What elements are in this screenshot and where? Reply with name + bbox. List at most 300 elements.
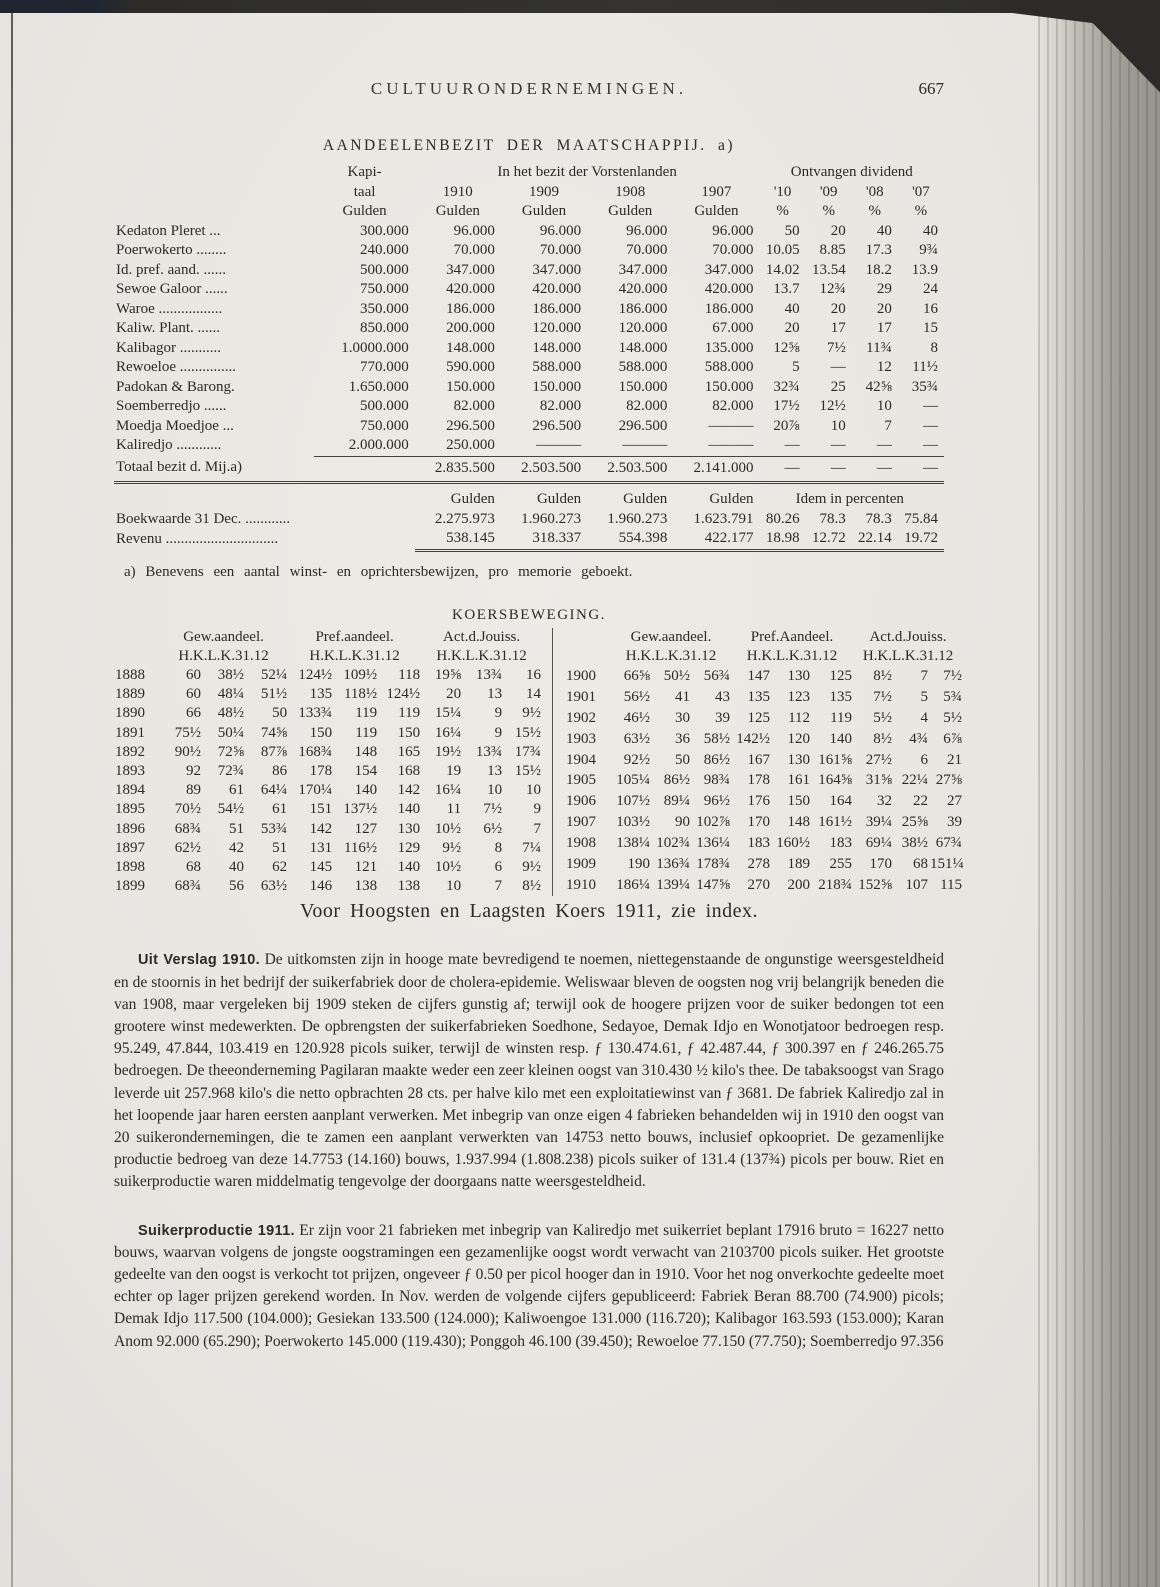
value-cell: 39¼ xyxy=(865,814,893,831)
value-cell: 168 xyxy=(397,762,421,779)
value-cell: 56½ xyxy=(623,688,650,705)
koers-row xyxy=(114,839,542,858)
value-cell: 90 xyxy=(675,814,690,831)
value-cell: 200 xyxy=(787,877,811,894)
value-cell: 161½ xyxy=(818,814,853,831)
value-cell: 500.000 xyxy=(359,261,409,278)
value-cell: 21 xyxy=(947,751,963,768)
value-cell: 62½ xyxy=(174,839,202,856)
value-cell: 8½ xyxy=(522,878,541,895)
value-cell: 40 xyxy=(784,300,800,317)
year-cell: 1897 xyxy=(115,839,145,856)
paragraph-suikerproductie-1911 xyxy=(114,1220,944,1353)
value-cell: 90½ xyxy=(174,743,202,760)
year-cell: 1909 xyxy=(566,856,596,873)
scan-top-edge xyxy=(0,0,1160,13)
value-cell: 137½ xyxy=(343,801,378,818)
row-label: Boekwaarde 31 Dec. ............ xyxy=(116,510,291,527)
value-cell: 588.000 xyxy=(532,359,582,375)
value-cell: 48½ xyxy=(217,705,245,722)
value-cell: 15 xyxy=(923,320,938,336)
value-cell: ——— xyxy=(622,437,668,453)
year-cell: 1906 xyxy=(566,793,596,810)
value-cell: 170 xyxy=(869,856,893,873)
koers-tables xyxy=(114,628,964,897)
year-cell: 1891 xyxy=(115,724,145,741)
value-cell: 13.7 xyxy=(773,281,800,297)
value-cell: 68 xyxy=(186,858,202,875)
value-cell: 130 xyxy=(787,667,811,684)
value-cell: 347.000 xyxy=(446,261,495,278)
col-year: 1910 xyxy=(442,183,473,200)
value-cell: 78.3 xyxy=(865,510,892,527)
value-cell: 50½ xyxy=(663,667,690,684)
value-cell: 89¼ xyxy=(663,793,690,810)
value-cell: 70.000 xyxy=(453,242,495,258)
subhead-hklk: H.K.L.K.31.12 xyxy=(309,647,400,664)
value-cell: 75.84 xyxy=(904,510,938,527)
value-cell: 150 xyxy=(309,724,333,741)
unit-gulden: Gulden xyxy=(536,491,582,507)
koers-row xyxy=(114,820,542,839)
value-cell: 7 xyxy=(920,667,929,684)
value-cell: 82.000 xyxy=(539,398,582,414)
year-cell: 1895 xyxy=(115,801,145,818)
value-cell: 12¾ xyxy=(819,281,846,297)
value-cell: 347.000 xyxy=(532,261,582,278)
unit-gulden: Gulden xyxy=(709,491,754,507)
value-cell: 118½ xyxy=(343,686,378,703)
value-cell: 118 xyxy=(398,666,421,683)
value-cell: 7½ xyxy=(943,667,963,684)
paragraph-lead: Suikerproductie 1911. xyxy=(138,1222,295,1239)
value-cell: 20⅞ xyxy=(773,417,800,434)
koers-left-body xyxy=(114,666,542,896)
col-year: 1908 xyxy=(615,183,646,200)
value-cell: — xyxy=(806,456,852,483)
group-pref: Pref.aandeel. xyxy=(315,628,394,645)
value-cell: 70.000 xyxy=(712,242,754,258)
book-page-edges xyxy=(1038,0,1160,1587)
value-cell: 750.000 xyxy=(359,281,409,297)
paragraph-verslag-1910 xyxy=(114,949,944,1193)
value-cell: 170¼ xyxy=(298,782,333,799)
value-cell: 13 xyxy=(487,686,503,703)
value-cell: 10 xyxy=(526,782,541,799)
value-cell: 9¾ xyxy=(919,242,938,258)
value-cell: 64¼ xyxy=(260,782,288,799)
value-cell: 127 xyxy=(354,820,378,837)
subhead-hklk: H.K.L.K.31.12 xyxy=(436,647,527,664)
value-cell: 2.275.973 xyxy=(434,510,495,527)
value-cell: — xyxy=(760,456,806,483)
value-cell: 138 xyxy=(397,878,421,895)
share-row xyxy=(114,241,944,261)
koers-row xyxy=(114,877,542,896)
row-label: Rewoeloe ............... xyxy=(116,359,236,375)
koers-row xyxy=(114,781,542,800)
col-div-year: '08 xyxy=(865,183,884,200)
value-cell: 60 xyxy=(186,666,202,683)
value-cell: 11 xyxy=(446,801,462,818)
share-row xyxy=(114,436,944,456)
value-cell: 590.000 xyxy=(446,359,495,375)
value-cell: 151 xyxy=(309,801,333,818)
value-cell: 96.000 xyxy=(712,222,754,239)
value-cell: 133¾ xyxy=(298,705,333,722)
value-cell: 52¼ xyxy=(260,666,288,683)
value-cell: 8.85 xyxy=(819,242,846,258)
value-cell: 240.000 xyxy=(359,242,409,258)
value-cell: 17 xyxy=(830,320,846,336)
koers-row xyxy=(565,750,963,771)
koers-row xyxy=(565,854,963,875)
subhead-hklk: H.K.L.K.31.12 xyxy=(178,647,269,664)
value-cell: 17.3 xyxy=(865,242,892,258)
value-cell: 186.000 xyxy=(618,300,668,317)
value-cell: 125 xyxy=(829,667,853,684)
value-cell: 40 xyxy=(923,222,938,239)
value-cell: 13¾ xyxy=(475,666,503,683)
value-cell: 50 xyxy=(272,705,288,722)
value-cell: 38½ xyxy=(901,835,929,852)
value-cell: 9½ xyxy=(522,705,541,722)
running-title: CULTUURONDERNEMINGEN. xyxy=(370,79,688,98)
value-cell: 13 xyxy=(487,762,503,779)
year-cell: 1904 xyxy=(566,751,596,768)
koers-row xyxy=(114,685,542,704)
value-cell: 136¾ xyxy=(656,856,690,873)
value-cell: 150.000 xyxy=(618,378,668,395)
value-cell: 145 xyxy=(309,858,333,875)
value-cell: 770.000 xyxy=(359,359,409,375)
value-cell: 6 xyxy=(494,858,503,875)
value-cell: 8 xyxy=(494,839,503,856)
value-cell: 420.000 xyxy=(532,281,582,297)
value-cell: 4¾ xyxy=(909,730,929,747)
unit-gulden: Gulden xyxy=(521,203,567,219)
value-cell: 140 xyxy=(354,782,378,799)
value-cell: 22.14 xyxy=(852,529,898,550)
value-cell: 148 xyxy=(354,743,378,760)
value-cell: 142½ xyxy=(736,730,771,747)
value-cell: 6⅞ xyxy=(943,730,963,747)
value-cell: 68 xyxy=(913,856,929,873)
share-row xyxy=(114,397,944,417)
value-cell: 20 xyxy=(446,686,462,703)
value-cell: 136¼ xyxy=(696,835,731,852)
value-cell: 120.000 xyxy=(618,320,668,336)
value-cell: 5¾ xyxy=(943,688,963,705)
value-cell: 178 xyxy=(747,772,771,789)
value-cell: 87⅞ xyxy=(260,743,288,760)
value-cell: 66⅝ xyxy=(623,667,650,684)
value-cell: 318.337 xyxy=(501,529,587,550)
value-cell: 200.000 xyxy=(446,320,495,336)
value-cell: 2.503.500 xyxy=(501,456,587,483)
value-cell: 150.000 xyxy=(532,378,582,395)
value-cell: 124½ xyxy=(386,686,421,703)
value-cell: 300.000 xyxy=(359,222,409,239)
value-cell: 850.000 xyxy=(359,320,409,336)
value-cell: 31⅝ xyxy=(865,772,893,789)
value-cell: 82.000 xyxy=(626,398,668,414)
value-cell: 135 xyxy=(829,688,853,705)
value-cell: — xyxy=(898,456,944,483)
value-cell: 140 xyxy=(829,730,853,747)
value-cell: 422.177 xyxy=(673,529,759,550)
year-cell: 1905 xyxy=(566,772,596,789)
value-cell: 13¾ xyxy=(475,743,503,760)
koers-row xyxy=(565,708,963,729)
value-cell: 70.000 xyxy=(626,242,668,258)
value-cell: 53¾ xyxy=(260,820,288,837)
koers-row xyxy=(114,762,542,781)
value-cell: 2.141.000 xyxy=(673,456,759,483)
value-cell: 4 xyxy=(920,709,929,726)
value-cell: 40 xyxy=(229,858,245,875)
row-label: Poerwokerto ........ xyxy=(116,242,227,258)
value-cell: 588.000 xyxy=(618,359,668,375)
page-number: 667 xyxy=(918,79,944,98)
value-cell: 38½ xyxy=(217,666,245,683)
value-cell: 15¼ xyxy=(434,705,462,722)
value-cell: 19½ xyxy=(434,743,462,760)
year-cell: 1898 xyxy=(115,858,145,875)
value-cell: 9½ xyxy=(442,839,462,856)
group-act: Act.d.Jouiss. xyxy=(443,628,521,645)
value-cell: 164 xyxy=(829,793,853,810)
value-cell: 92½ xyxy=(623,751,650,768)
share-row xyxy=(114,358,944,378)
value-cell: 43 xyxy=(715,688,731,705)
footnote-a: a) Benevens een aantal winst- en oprichtersbewijzen, pro memorie geboekt. xyxy=(124,563,633,580)
share-table-title: AANDEELENBEZIT DER MAATSCHAPPIJ. a) xyxy=(322,137,736,154)
value-cell: 96.000 xyxy=(539,222,582,239)
value-cell: 27½ xyxy=(865,751,893,768)
value-cell: 13.9 xyxy=(911,261,938,278)
value-cell: 98¾ xyxy=(703,772,731,789)
value-cell: — xyxy=(923,398,938,414)
value-cell: 2.835.500 xyxy=(415,456,501,483)
value-cell: 138¼ xyxy=(616,835,650,852)
value-cell: 39 xyxy=(715,709,731,726)
value-cell: 10½ xyxy=(434,820,462,837)
share-total-row xyxy=(114,456,944,483)
idem-label: Idem in percenten xyxy=(795,491,904,507)
value-cell: 9 xyxy=(533,801,541,818)
value-cell: 22¼ xyxy=(901,772,929,789)
value-cell: 102¾ xyxy=(656,835,690,852)
koers-table-1888-1899 xyxy=(114,628,542,897)
value-cell: 30 xyxy=(675,709,690,726)
year-cell: 1896 xyxy=(115,820,145,837)
group-gew: Gew.aandeel. xyxy=(630,628,712,645)
value-cell: 10 xyxy=(830,417,846,434)
value-cell: 109½ xyxy=(343,666,378,683)
value-cell: 48¼ xyxy=(217,686,245,703)
koers-row xyxy=(565,729,963,750)
value-cell: 1.650.000 xyxy=(348,378,409,395)
year-cell: 1899 xyxy=(115,878,145,895)
value-cell: 27⅝ xyxy=(935,772,963,789)
value-cell: 20 xyxy=(784,320,800,336)
value-cell: 56 xyxy=(229,878,245,895)
value-cell: 10 xyxy=(487,782,503,799)
value-cell: 7 xyxy=(884,417,892,434)
value-cell: 96.000 xyxy=(626,222,668,239)
unit-pct: % xyxy=(868,203,882,219)
value-cell: 5 xyxy=(920,688,929,705)
value-cell: 86 xyxy=(272,762,288,779)
value-cell: 142 xyxy=(309,820,333,837)
value-cell: 62 xyxy=(272,858,288,875)
value-cell: — xyxy=(784,437,800,453)
row-label: Padokan & Barong. xyxy=(116,378,235,395)
value-cell: 186.000 xyxy=(532,300,582,317)
value-cell: 115 xyxy=(940,877,963,894)
koers-row xyxy=(114,666,542,685)
value-cell: 9 xyxy=(494,724,503,741)
value-cell: 82.000 xyxy=(712,398,754,414)
value-cell: 10 xyxy=(446,878,462,895)
value-cell: 120.000 xyxy=(532,320,582,336)
value-cell: 1.0000.000 xyxy=(341,339,409,356)
subhead-hklk: H.K.L.K.31.12 xyxy=(625,647,717,664)
unit-pct: % xyxy=(822,203,835,219)
value-cell: 42⅝ xyxy=(865,378,892,395)
value-cell: 7 xyxy=(533,820,541,837)
col-kapitaal: Kapi- xyxy=(347,164,382,180)
value-cell: 22 xyxy=(913,793,929,810)
value-cell: ——— xyxy=(708,417,754,434)
value-cell: 5½ xyxy=(943,709,963,726)
value-cell: 255 xyxy=(829,856,853,873)
value-cell: 420.000 xyxy=(446,281,495,297)
value-cell: 296.500 xyxy=(532,417,582,434)
value-cell: 41 xyxy=(675,688,690,705)
value-cell: 148.000 xyxy=(532,339,582,356)
value-cell: 54½ xyxy=(217,801,245,818)
scan-left-edge-line xyxy=(11,13,13,1587)
value-cell: 154 xyxy=(354,762,378,779)
value-cell: 129 xyxy=(397,839,421,856)
year-cell: 1902 xyxy=(566,709,596,726)
row-label: Kaliredjo ............ xyxy=(116,437,222,454)
value-cell: 178¾ xyxy=(696,856,731,873)
koers-row xyxy=(565,771,963,792)
value-cell: 61 xyxy=(229,782,245,799)
value-cell: 250.000 xyxy=(446,437,495,453)
value-cell: 15½ xyxy=(514,762,541,779)
value-cell: 75½ xyxy=(174,724,202,741)
value-cell: 66 xyxy=(186,705,202,722)
value-cell: — xyxy=(876,437,892,453)
value-cell: 105¼ xyxy=(616,772,650,789)
value-cell: 139¼ xyxy=(656,877,690,894)
value-cell: 152⅝ xyxy=(858,877,893,894)
col-year: 1907 xyxy=(701,183,732,200)
value-cell: 1.960.273 xyxy=(521,510,582,527)
koers-row xyxy=(114,800,542,819)
value-cell: 150.000 xyxy=(446,378,495,395)
value-cell: 124½ xyxy=(298,666,333,683)
value-cell: 82.000 xyxy=(453,398,495,414)
value-cell: 20 xyxy=(830,300,846,317)
share-row xyxy=(114,222,944,242)
value-cell: 42 xyxy=(229,839,245,856)
col-div-year: '07 xyxy=(912,183,930,200)
value-cell: 146 xyxy=(309,878,333,895)
value-cell: 161⅝ xyxy=(818,751,853,768)
value-cell: 2.503.500 xyxy=(587,456,673,483)
value-cell: 74⅝ xyxy=(260,724,288,741)
value-cell: 60 xyxy=(186,686,202,703)
value-cell: 125 xyxy=(747,709,771,726)
value-cell: 142 xyxy=(397,782,421,799)
value-cell: 10½ xyxy=(434,858,462,875)
share-row xyxy=(114,319,944,339)
value-cell: 72⅝ xyxy=(217,743,245,760)
value-cell: 131 xyxy=(309,839,333,856)
value-cell: 119 xyxy=(355,724,378,741)
value-cell: 16¼ xyxy=(434,782,462,799)
value-cell: — xyxy=(923,437,938,453)
value-cell: 17¾ xyxy=(514,743,541,760)
book-table-body xyxy=(114,510,944,551)
value-cell: 119 xyxy=(398,705,421,722)
value-cell: 119 xyxy=(830,709,853,726)
value-cell: 7½ xyxy=(873,688,893,705)
value-cell: 168¾ xyxy=(298,743,333,760)
value-cell: 164⅝ xyxy=(818,772,853,789)
value-cell: 176 xyxy=(747,793,771,810)
book-row xyxy=(114,529,944,550)
value-cell: 36 xyxy=(675,730,690,747)
value-cell: 78.3 xyxy=(819,510,846,527)
value-cell: 39 xyxy=(947,814,963,831)
value-cell: 7 xyxy=(494,878,503,895)
row-label: Moedja Moedjoe ... xyxy=(116,417,234,434)
value-cell: 19⅝ xyxy=(434,666,462,683)
unit-gulden: Gulden xyxy=(450,491,495,507)
unit-pct: % xyxy=(914,203,928,219)
year-cell: 1900 xyxy=(566,667,596,684)
koers-row xyxy=(565,666,963,687)
running-head xyxy=(114,79,944,103)
book-row xyxy=(114,510,944,530)
value-cell: 183 xyxy=(747,835,771,852)
year-cell: 1907 xyxy=(566,814,596,831)
subhead-hklk: H.K.L.K.31.12 xyxy=(862,647,954,664)
value-cell: 8½ xyxy=(873,730,893,747)
value-cell: 190 xyxy=(627,856,650,873)
unit-gulden: Gulden xyxy=(623,491,668,507)
value-cell: 16 xyxy=(526,666,541,683)
value-cell: 14.02 xyxy=(765,261,800,278)
value-cell: 18.98 xyxy=(760,529,806,550)
value-cell: 89 xyxy=(186,782,202,799)
value-cell: 96½ xyxy=(703,793,731,810)
value-cell: 278 xyxy=(747,856,771,873)
value-cell: 92 xyxy=(186,762,202,779)
value-cell: 11½ xyxy=(912,359,938,375)
koers-row xyxy=(565,875,963,896)
value-cell: 148 xyxy=(787,814,811,831)
value-cell: 96.000 xyxy=(453,222,495,239)
value-cell: 18.2 xyxy=(865,261,892,278)
koers-row xyxy=(565,833,963,854)
